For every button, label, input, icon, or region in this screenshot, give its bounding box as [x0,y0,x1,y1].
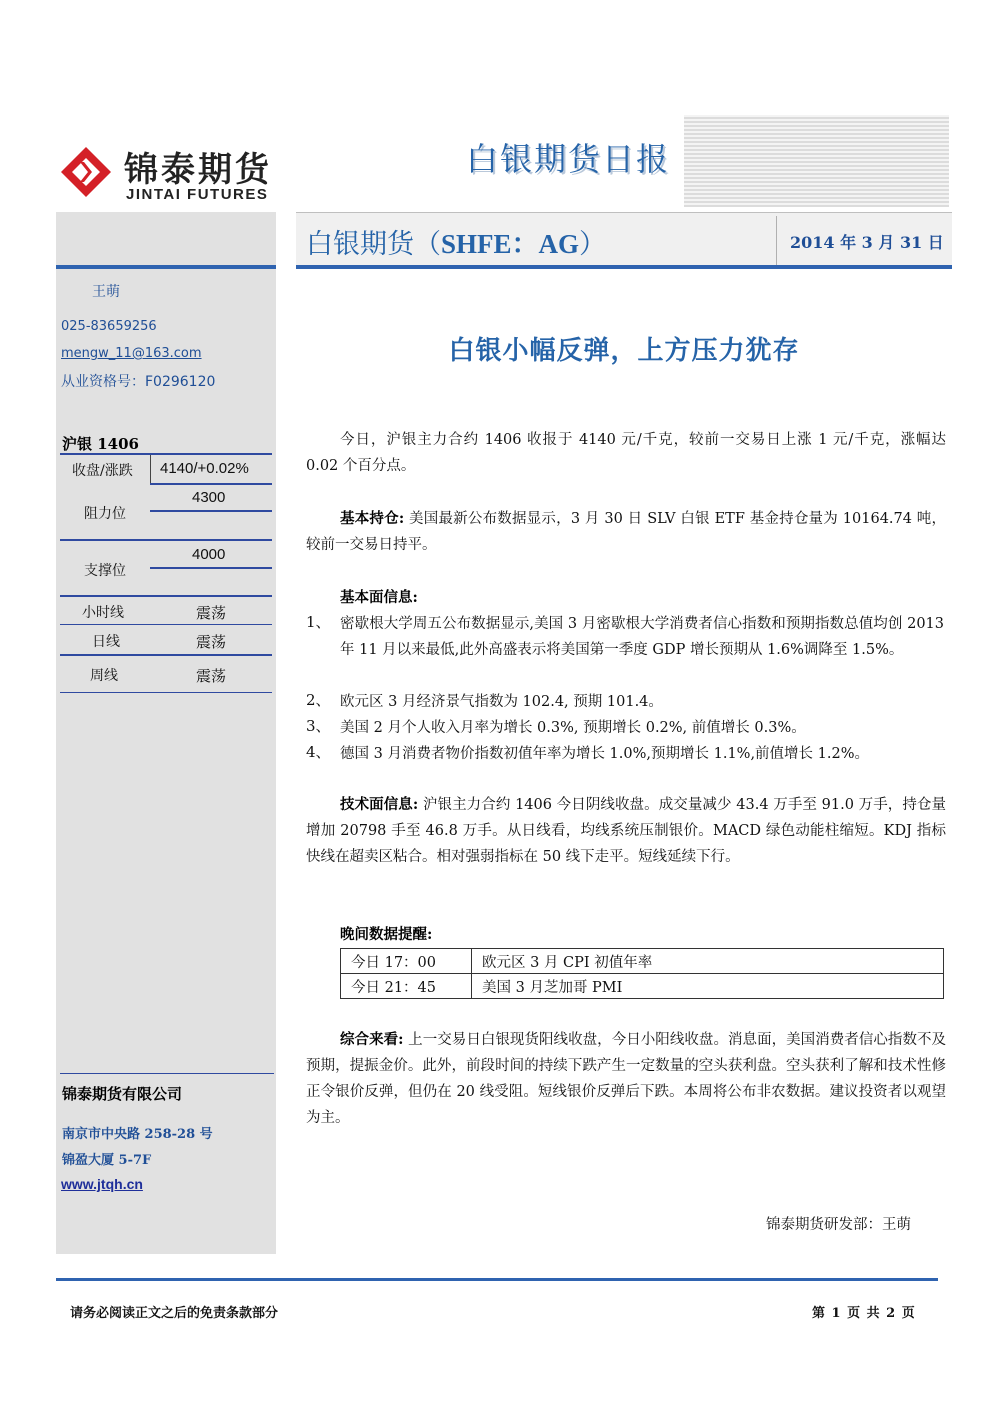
header-hatch-decoration [684,115,949,207]
close-divider [150,455,151,483]
resistance-value: 4300 [192,489,226,506]
author-phone: 025-83659256 [61,319,157,334]
resistance-mid-rule [150,510,272,512]
resistance-rule [60,539,272,541]
trend-rule-hourly [60,624,272,625]
trend-value-weekly: 震荡 [196,667,227,685]
support-label: 支撑位 [84,563,126,579]
fundamental-item: 欧元区 3 月经济景气指数为 102.4, 预期 101.4。 [340,694,663,710]
contract-name: 沪银 1406 [62,435,139,453]
sidebar-top-rule [56,265,276,269]
signature: 锦泰期货研发部：王萌 [766,1217,911,1233]
trend-label-daily: 日线 [92,634,120,650]
subtitle-prefix: 白银期货（ [306,229,441,260]
page-number: 第 1 页 共 2 页 [812,1306,916,1321]
summary-label: 综合来看: [340,1031,404,1048]
support-rule [60,595,272,597]
holdings-paragraph [306,506,946,558]
list-number: 2、 [306,691,331,709]
author-name: 王萌 [92,284,120,300]
intro-paragraph: 今日，沪银主力合约 1406 收报于 4140 元/千克，较前一交易日上涨 1 元/千克，涨幅达 0.02 个百分点。 [306,432,946,474]
report-title: 白银期货日报 [466,140,671,178]
trend-value-daily: 震荡 [196,633,227,651]
list-number: 4、 [306,743,331,761]
logo-chinese-name: 锦泰期货 [124,150,272,190]
trend-label-hourly: 小时线 [82,605,124,621]
author-email-link[interactable]: mengw_11@163.com [61,346,202,361]
contract-rule [60,453,272,455]
summary-text: 上一交易日白银现货阳线收盘，今日小阳线收盘。消息面，美国消费者信心指数不及预期，提振金价。此外，前段时间的持续下跌产生一定数量的空头获利盘。空头获利了解和技术性修正令银价反弹，但仍在 20 线受阻。短线银价反弹后下跌。本周将公布非农数据。建议投资者以观望为主。 [306,1032,947,1126]
evening-data-table [340,948,944,999]
event-time: 今日 21：45 [341,974,472,999]
company-address-line1: 南京市中央路 258-28 号 [62,1127,213,1142]
close-rule [150,483,272,485]
event-name: 欧元区 3 月 CPI 初值年率 [472,949,944,974]
fundamentals-heading [340,585,640,611]
jintai-logo-icon [60,146,112,198]
evening-heading [340,922,640,948]
technical-label: 技术面信息: [340,796,419,813]
subtitle-suffix: ） [579,229,607,260]
company-rule [60,1073,274,1074]
trend-value-hourly: 震荡 [196,604,227,622]
trend-rule-weekly [60,692,272,693]
report-date: 2014 年 3 月 31 日 [790,233,944,252]
holdings-text: 美国最新公布数据显示，3 月 30 日 SLV 白银 ETF 基金持仓量为 10164.74 吨，较前一交易日持平。 [306,511,947,553]
fundamental-item: 密歇根大学周五公布数据显示,美国 3 月密歇根大学消费者信心指数和预期指数总值均创 2013 年 11 月以来最低,此外高盛表示将美国第一季度 GDP 增长预期从 1.6%调降至 1.5%。 [340,616,944,658]
subtitle-divider [776,216,777,268]
table-row [341,949,944,974]
disclaimer-notice: 请务必阅读正文之后的免责条款部分 [70,1306,279,1321]
summary-paragraph [306,1027,946,1131]
evening-label: 晚间数据提醒: [340,926,433,943]
technical-text: 沪银主力合约 1406 今日阴线收盘。成交量减少 43.4 万手至 91.0 万手，持仓量增加 20798 手至 46.8 万手。从日线看，均线系统压制银价。MACD 绿色动能柱缩短。KDJ 指标快线在超卖区粘合。相对强弱指标在 50 线下走平。短线延续下行。 [306,797,947,865]
close-value: 4140/+0.02% [160,460,249,477]
trend-label-weekly: 周线 [90,668,118,684]
company-address-line2: 锦盈大厦 5-7F [62,1153,152,1168]
holdings-label: 基本持仓: [340,510,405,527]
logo-english-name: JINTAI FUTURES [126,186,269,203]
support-mid-rule [150,567,272,569]
list-number: 3、 [306,717,331,735]
support-value: 4000 [192,546,226,563]
resistance-label: 阻力位 [84,506,126,522]
product-subtitle [306,222,606,261]
main-top-rule [296,265,952,269]
subtitle-code: SHFE：AG [441,229,580,259]
company-name: 锦泰期货有限公司 [62,1085,183,1103]
fundamentals-label: 基本面信息: [340,589,418,606]
event-name: 美国 3 月芝加哥 PMI [472,974,944,999]
company-website-link[interactable]: www.jtqh.cn [61,1176,143,1192]
close-label: 收盘/涨跌 [72,463,133,479]
article-headline: 白银小幅反弹，上方压力犹存 [448,336,800,366]
event-time: 今日 17：00 [341,949,472,974]
table-row [341,974,944,999]
author-license: 从业资格号：F0296120 [61,374,216,390]
fundamental-item: 美国 2 月个人收入月率为增长 0.3%, 预期增长 0.2%, 前值增长 0.3%。 [340,720,806,736]
list-number: 1、 [306,613,331,631]
technical-paragraph [306,792,946,870]
fundamental-item: 德国 3 月消费者物价指数初值年率为增长 1.0%,预期增长 1.1%,前值增长 1.2%。 [340,746,869,762]
trend-rule-daily [60,654,272,656]
footer-rule [56,1278,938,1281]
